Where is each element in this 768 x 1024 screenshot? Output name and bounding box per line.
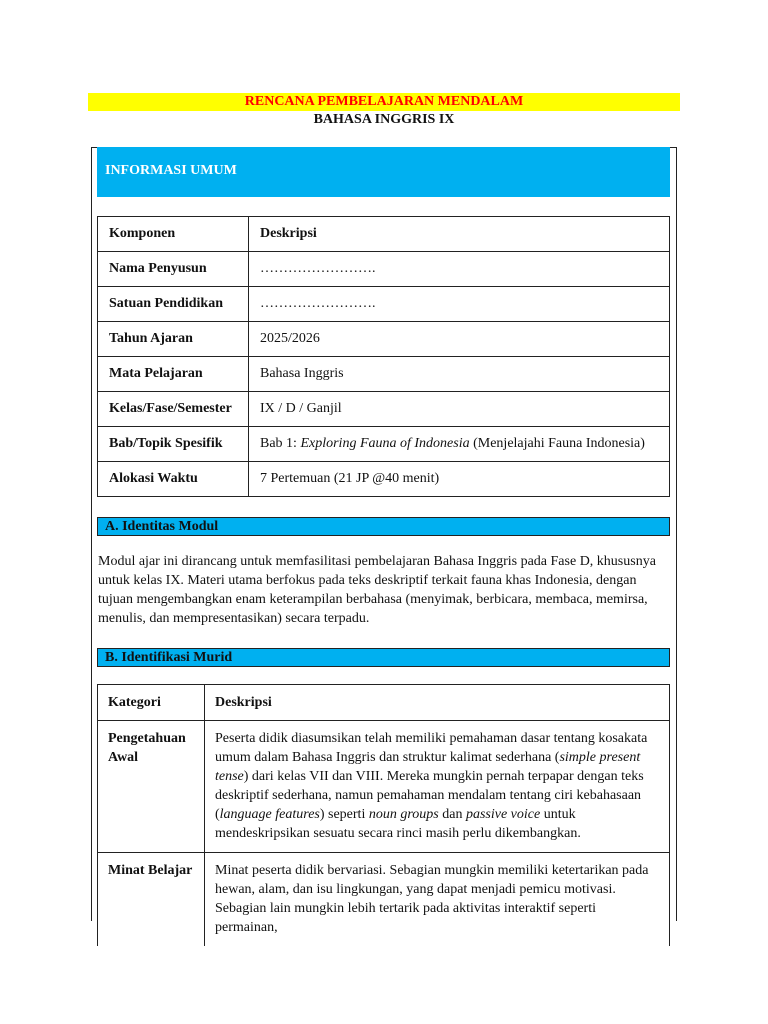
- row-value: [249, 427, 670, 462]
- text-segment: Peserta didik diasumsikan telah memiliki pemahaman dasar tentang kosakata umum dalam Bahasa Inggris dan struktur kalimat sederhana (: [215, 731, 648, 765]
- row-label-text: Minat Belajar: [108, 863, 193, 878]
- identifikasi-murid-table: [97, 684, 670, 946]
- row-value: …………………….: [249, 287, 670, 322]
- column-header-deskripsi: Deskripsi: [205, 685, 670, 721]
- row-label: Mata Pelajaran: [98, 357, 249, 392]
- row-value: IX / D / Ganjil: [249, 392, 670, 427]
- document-title: RENCANA PEMBELAJARAN MENDALAM: [88, 93, 680, 111]
- value-italic: Exploring Fauna of Indonesia: [300, 436, 470, 451]
- identifikasi-murid-header: B. Identifikasi Murid: [97, 648, 670, 667]
- text-segment: dan: [438, 807, 466, 822]
- document-subtitle: BAHASA INGGRIS IX: [313, 112, 455, 127]
- info-umum-table: [97, 216, 670, 497]
- row-label: Kelas/Fase/Semester: [98, 392, 249, 427]
- table-row: [98, 392, 670, 427]
- row-label: Tahun Ajaran: [98, 322, 249, 357]
- table-row: [98, 252, 670, 287]
- table-row: [98, 357, 670, 392]
- table-row: [98, 427, 670, 462]
- row-value-text: [215, 721, 659, 852]
- identitas-modul-header: A. Identitas Modul: [97, 517, 670, 536]
- table-row: [98, 287, 670, 322]
- row-value: [205, 721, 670, 853]
- text-segment: ) seperti: [319, 807, 369, 822]
- row-label: Bab/Topik Spesifik: [98, 427, 249, 462]
- text-segment: untuk mendeskripsikan sesuatu secara rinci masih perlu dikembangkan.: [215, 807, 581, 841]
- row-label-text: Pengetahuan Awal: [108, 731, 186, 765]
- table-header-row: [98, 685, 670, 721]
- italic-term: noun groups: [368, 807, 439, 822]
- column-header-deskripsi: Deskripsi: [249, 217, 670, 252]
- column-header-komponen: Komponen: [98, 217, 249, 252]
- italic-term: simple present tense: [215, 750, 641, 784]
- column-header-kategori: Kategori: [98, 685, 205, 721]
- table-row: [98, 322, 670, 357]
- row-label: Alokasi Waktu: [98, 462, 249, 497]
- row-label: Satuan Pendidikan: [98, 287, 249, 322]
- info-umum-header: INFORMASI UMUM: [97, 147, 670, 197]
- row-value: Bahasa Inggris: [249, 357, 670, 392]
- row-label: Nama Penyusun: [98, 252, 249, 287]
- row-value: 2025/2026: [249, 322, 670, 357]
- row-label: [98, 853, 205, 947]
- table-row: [98, 721, 670, 853]
- row-label: [98, 721, 205, 853]
- text-segment: ) dari kelas VII dan VIII. Mereka mungkin pernah terpapar dengan teks deskriptif sederhana, namun pemahaman mendalam tentang ciri kebahasaan (: [215, 769, 644, 822]
- row-value-text: Minat peserta didik bervariasi. Sebagian mungkin memiliki ketertarikan pada hewan, alam, dan isu lingkungan, yang dapat menjadi pemicu motivasi. Sebagian lain mungkin lebih tertarik pada aktivitas interaktif seperti permainan,: [215, 863, 649, 935]
- row-value: …………………….: [249, 252, 670, 287]
- italic-term: language features: [219, 807, 320, 822]
- identitas-modul-paragraph: Modul ajar ini dirancang untuk memfasilitasi pembelajaran Bahasa Inggris pada Fase D, khususnya untuk kelas IX. Materi utama berfokus pada teks deskriptif terkait fauna khas Indonesia, dengan tujuan mengembangkan enam keterampilan berbahasa (menyimak, berbicara, membaca, memirsa, menulis, dan mempresentasikan) secara terpadu.: [98, 554, 656, 626]
- value-suffix: (Menjelajahi Fauna Indonesia): [469, 436, 645, 451]
- table-row: [98, 462, 670, 497]
- row-value: 7 Pertemuan (21 JP @40 menit): [249, 462, 670, 497]
- row-value: [205, 853, 670, 947]
- table-row: [98, 853, 670, 947]
- table-header-row: [98, 217, 670, 252]
- value-prefix: Bab 1:: [260, 436, 301, 451]
- italic-term: passive voice: [465, 807, 541, 822]
